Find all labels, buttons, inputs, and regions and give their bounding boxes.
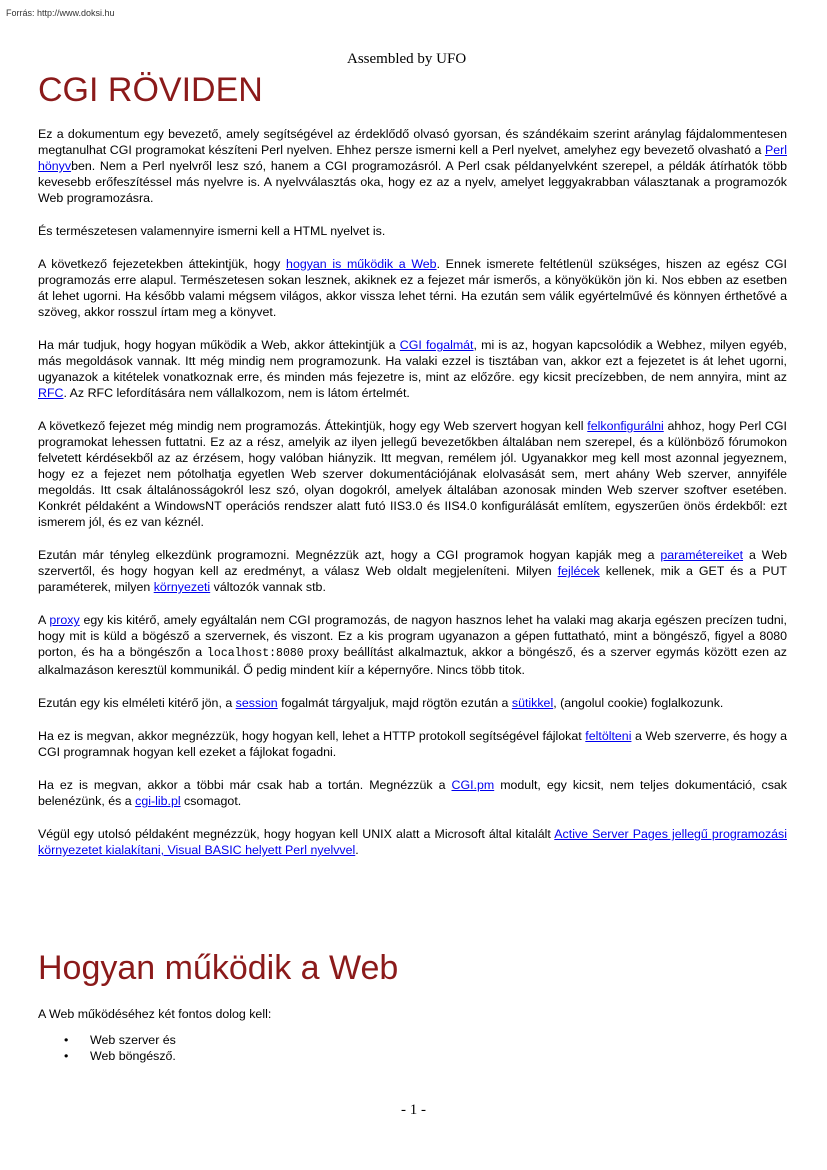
rfc-link[interactable]: RFC (38, 386, 64, 400)
headers-link[interactable]: fejlécek (557, 564, 600, 578)
section-title-how-web-works: Hogyan működik a Web (38, 949, 399, 987)
how-web-works-section (38, 1006, 787, 1064)
paragraph-5: A következő fejezet még mindig nem programozás. Áttekintjük, hogy egy Web szervert hogyan kell felkonfigurálni ahhoz, hogy Perl CGI programokat lehessen futtatni. Ez az a rész, amelyik az ilyen jellegű bevezetőkben általában nem szerepel, és a különböző fórumokon felvetett kérdésekből az az érzésem, hogy valóban hiányzik. Itt megvan, remélem jól. Ugyanakkor meg kell most azonnal jegyeznem, hogy ez a fejezet nem pótolhatja egyetlen Web szerver dokumentációjának elolvasását sem, mert ahány Web szerver, annyiféle megoldás. Itt csak általánosságokról lesz szó, olyan dogokról, amelyek általában azonosak minden Web szerver szoftver esetében. Konkrét példaként a WindowsNT operációs rendszer alatt futó IIS3.0 és IIS4.0 konfigurálását említem, egyszerűen önös érdekből: ezt ismerem jól, és ez van kéznél. (38, 419, 788, 529)
configure-link[interactable]: felkonfigurálni (587, 419, 664, 433)
paragraph-1: Ez a dokumentum egy bevezető, amely segítségével az érdeklődő olvasó gyorsan, és szándékaim szerint aránylag fájdalommentesen megtanulhat CGI programokat készíteni Perl nyelven. Ehhez persze ismerni kell a Perl nyelvet, amelyhez egy bevezető olvasható a Perl hönyvben. Nem a Perl nyelvről lesz szó, hanem a CGI programozásról. A Perl csak példanyelvként szerepel, a példák átírhatók több kevesebb erőfeszítéssel más nyelvre is. A nyelvválasztás oka, hogy ez az a nyelv, amelyet leggyakrabban választanak a programozók Web programozásra. (38, 127, 787, 205)
cgi-pm-link[interactable]: CGI.pm (451, 778, 495, 792)
asp-link[interactable]: Active Server Pages jellegű programozási környezetet kialakítani, Visual BASIC helyett Perl nyelvvel (38, 827, 787, 857)
cookies-link[interactable]: sütikkel (511, 696, 554, 710)
paragraph-7: A proxy egy kis kitérő, amely egyáltalán nem CGI programozás, de nagyon hasznos lehet ha valaki mag akarja egészen precízen tudni, hogy mit is küld a bögésző a szervernek, és viszont. Ez a kis program ugyanazon a gépen futtatható, mint a böngésző, figyel a 8080 porton, és ha a böngészőn a localhost:8080 proxy beállítást alkalmaztuk, akkor a böngésző, és a szerver egymás között ezen az alkalmazáson keresztül kommunikál. Ő pedig mindent kiír a képernyőre. Nincs több titok. (38, 613, 787, 677)
paragraph-11: Végül egy utolsó példaként megnézzük, hogy hogyan kell UNIX alatt a Microsoft által kitalált Active Server Pages jellegű programozási környezetet kialakítani, Visual BASIC helyett Perl nyelvvel. (38, 827, 787, 857)
section-intro: A Web működéséhez két fontos dolog kell: (38, 1007, 272, 1021)
proxy-link[interactable]: proxy (49, 613, 80, 627)
paragraph-3: A következő fejezetekben áttekintjük, hogy hogyan is működik a Web. Ennek ismerete feltétlenül szükséges, hiszen az egész CGI programozás erre alapul. Természetesen sokan lesznek, akiknek ez a fejezet már ismerős, a könyökükön jön ki. Nos ebben az esetben át lehet ugorni. Ha később valami mégsem világos, akkor vissza lehet térni. Ha ezután sem válik egyértelművé és könnyen érthetővé a szöveg, akkor rosszul írtam meg a könyvet. (38, 257, 787, 319)
upload-link[interactable]: feltölteni (585, 729, 632, 743)
list-item: • Web böngésző. (64, 1049, 176, 1063)
source-line: Forrás: http://www.doksi.hu (6, 8, 115, 18)
assembled-by: Assembled by UFO (347, 51, 467, 67)
paragraph-6: Ezután már tényleg elkezdünk programozni. Megnézzük azt, hogy a CGI programok hogyan kapják meg a paramétereiket a Web szervertől, és hogy hogyan kell az eredményt, a válasz Web oldalt megjeleníteni. Milyen fejlécek kellenek, mik a GET és a PUT paraméterek, milyen környezeti változók vannak stb. (38, 548, 788, 594)
how-web-works-link[interactable]: hogyan is működik a Web (286, 257, 437, 271)
session-link[interactable]: session (235, 696, 278, 710)
page-title: CGI RÖVIDEN (38, 71, 263, 109)
paragraph-9: Ha ez is megvan, akkor megnézzük, hogy hogyan kell, lehet a HTTP protokoll segítségével fájlokat feltölteni a Web szerverre, és hogy a CGI programnak hogyan kell ezeket a fájlokat fogadni. (38, 729, 787, 759)
cgi-concept-link[interactable]: CGI fogalmát (399, 338, 474, 352)
paragraph-8: Ezután egy kis elméleti kitérő jön, a session fogalmát tárgyaljuk, majd rögtön ezután a sütikkel, (angolul cookie) foglalkozunk. (38, 696, 724, 710)
perl-book-link[interactable]: Perl hönyv (38, 143, 787, 173)
page-number: - 1 - (401, 1102, 426, 1118)
cgi-lib-link[interactable]: cgi-lib.pl (135, 794, 181, 808)
localhost-code: localhost:8080 (207, 647, 304, 660)
bullet-icon: • (64, 1033, 69, 1047)
paragraph-10: Ha ez is megvan, akkor a többi már csak hab a tortán. Megnézzük a CGI.pm modult, egy kicsit, nem teljes dokumentáció, csak belenézünk, és a cgi-lib.pl csomagot. (38, 778, 788, 808)
list-item: • Web szerver és (64, 1033, 176, 1047)
intro-section (38, 126, 787, 875)
paragraph-2: És természetesen valamennyire ismerni kell a HTML nyelvet is. (38, 224, 386, 238)
paragraph-4: Ha már tudjuk, hogy hogyan működik a Web, akkor áttekintjük a CGI fogalmát, mi is az, hogyan kapcsolódik a Webhez, milyen egyéb, más megoldások vannak. Itt még mindig nem programozunk. Ha valaki ezzel is tisztában van, akkor ezt a fejezetet is át lehet ugorni, ugyanazok a kitételek vonatkoznak erre, és minden más fejezetre is, mint az előzőre. egy kicsit precízebben, de nem annyira, mint az RFC. Az RFC lefordítására nem vállalkozom, nem is látom értelmét. (38, 338, 787, 400)
environment-link[interactable]: környezeti (153, 580, 211, 594)
requirements-list (38, 1032, 787, 1064)
bullet-icon: • (64, 1049, 69, 1063)
parameters-link[interactable]: paramétereiket (660, 548, 744, 562)
